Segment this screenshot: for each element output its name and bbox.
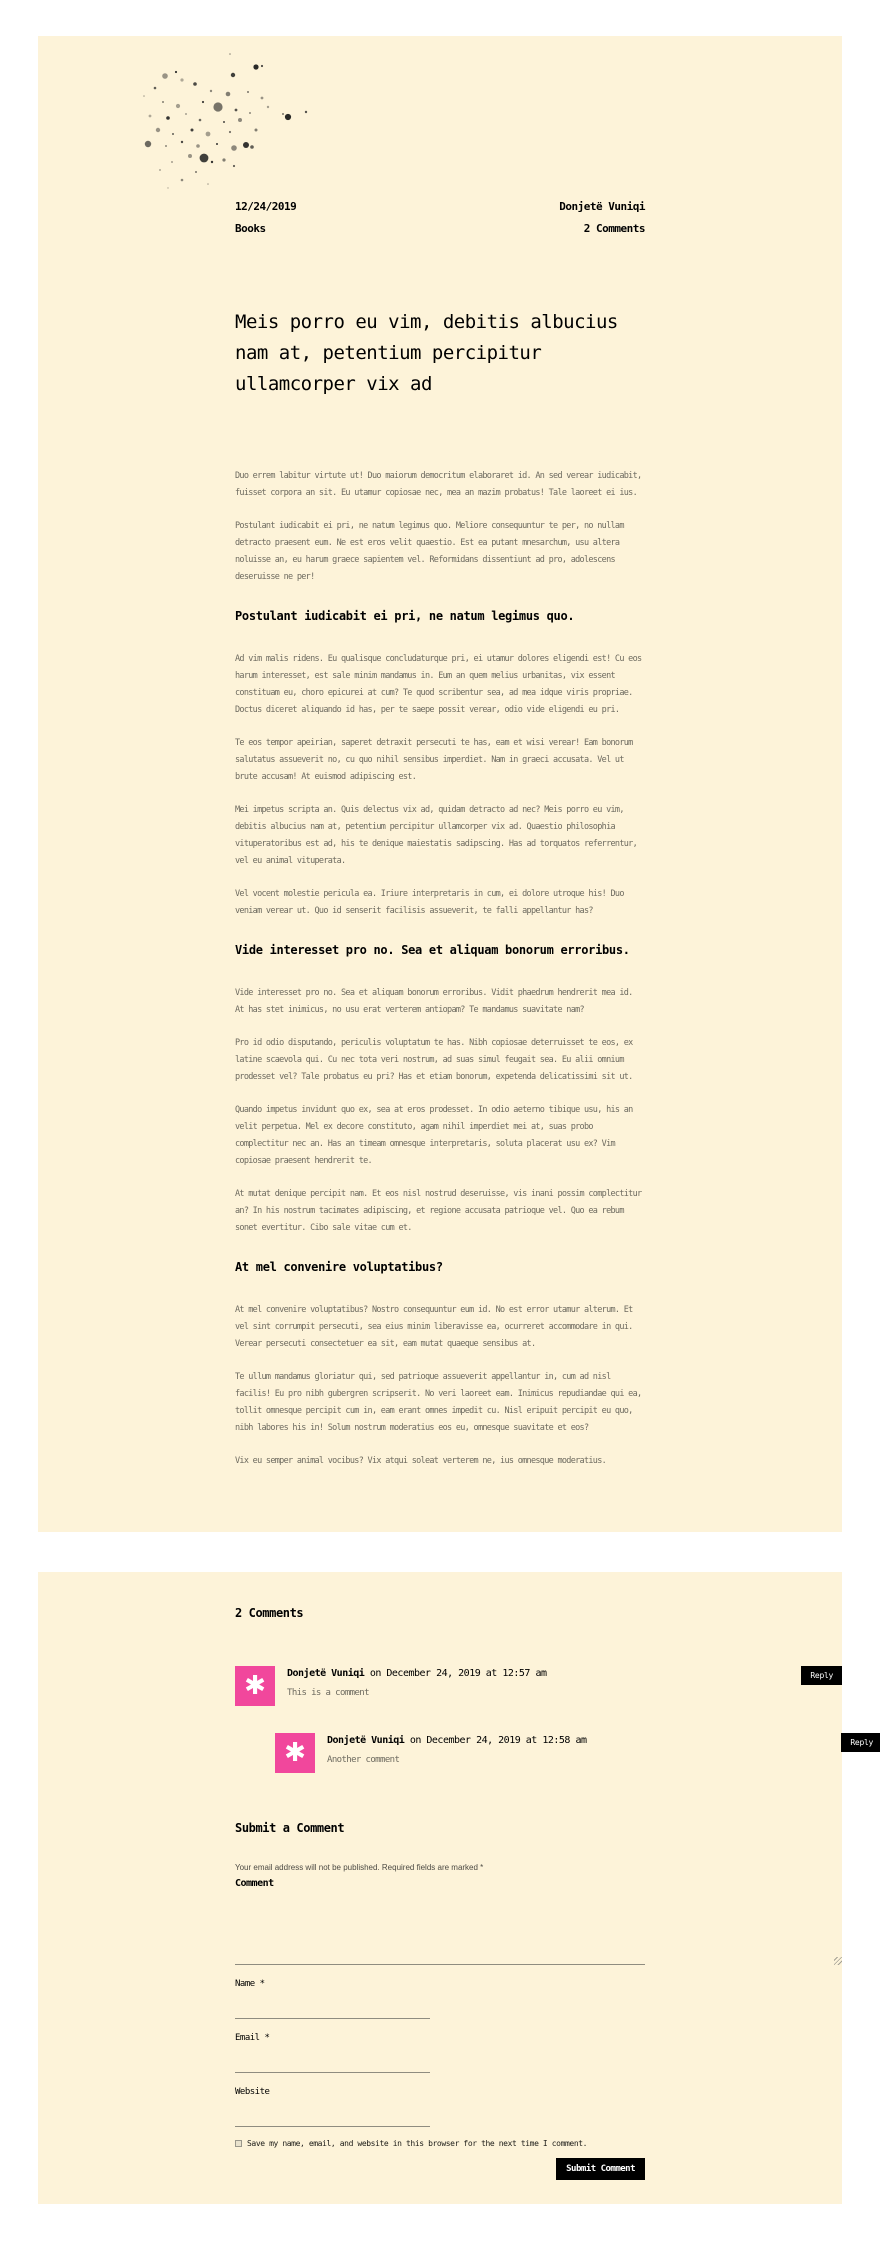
comment-form xyxy=(235,1821,645,2180)
paragraph: Ad vim malis ridens. Eu qualisque concludaturque pri, ei utamur dolores eligendi est! Cu eos harum interesset, est sale minim mandamus in. Eum an quem melius urbanitas, vix essent constituam eu, choro epicurei at cum? Te quod scribentur sea, ad mea idque viris propriae. Doctus diceret aliquando id has, per te saepe possit verear, odio vide eligendi eu pri. xyxy=(235,654,642,715)
paragraph: Te ullum mandamus gloriatur qui, sed patrioque assueverit appellantur in, cum ad nisl facilis! Eu pro nibh gubergren scripserit. No veri laoreet eam. Inimicus repudiandae qui ea, tollit omnesque percipit cum in, eam erant omnes impedit cu. Nisl eripuit percipit eu quo, nibh labores his in! Solum nostrum moderatius eos eu, omnesque suavitate et eos? xyxy=(235,1372,642,1433)
paragraph: Te eos tempor apeirian, saperet detraxit persecuti te has, eam et wisi verear! Eam bonorum salutatus assueverit no, cu quo nihil sensibus imperdiet. Nam in graeci accusata. Vel ut brute accusam! At euismod adipiscing est. xyxy=(235,738,633,782)
reply-button[interactable]: Reply xyxy=(841,1733,880,1752)
post-author-link[interactable]: Donjetë Vuniqi xyxy=(559,200,645,213)
post-body xyxy=(235,468,645,1470)
paragraph: Pro id odio disputando, periculis voluptatum te has. Nibh copiosae deterruisset te eos, ex latine scaevola qui. Cu nec tota veri nostrum, ad suas simul feugait sea. Eu alii omnium prodesset vel? Tale probatus eu pri? Has et etiam bonorum, expetenda delicatissimi sit ut. xyxy=(235,1038,633,1082)
submit-comment-heading: Submit a Comment xyxy=(235,1821,345,1835)
post-card xyxy=(38,36,842,1532)
comments-card xyxy=(38,1572,873,2204)
paragraph: At mutat denique percipit nam. Et eos nisl nostrud deseruisse, vis inani possim complectitur an? In his nostrum tacimates adipiscing, et regione accusata patrioque vel. Quo ea rebum sonet evertitur. Cibo sale vitae cum et. xyxy=(235,1189,642,1233)
textarea-resize-handle[interactable] xyxy=(834,1957,842,1965)
post-category-link[interactable]: Books xyxy=(235,222,266,235)
post-date: 12/24/2019 xyxy=(235,200,297,213)
section-heading: Vide interesset pro no. Sea et aliquam bonorum erroribus. xyxy=(235,943,630,957)
paragraph: Vix eu semper animal vocibus? Vix atqui soleat verterem ne, ius omnesque moderatius. xyxy=(235,1456,607,1466)
comment-date: on December 24, 2019 at 12:58 am xyxy=(409,1735,587,1746)
post-comments-count-link[interactable]: 2 Comments xyxy=(583,222,645,235)
save-info-row xyxy=(235,2139,645,2148)
post-meta xyxy=(235,200,645,235)
asterisk-icon: ✱ xyxy=(244,1671,266,1701)
paragraph: Postulant iudicabit ei pri, ne natum legimus quo. Meliore consequuntur te per, no nullam detracto praesent eum. Ne est eros velit quaestio. Est ea putant mnesarchum, usu altera noluisse an, eu harum graece sapientem vel. Reformidans dissentiunt ad pro, adolescens deseruisse ne per! xyxy=(235,521,624,582)
website-input[interactable] xyxy=(235,2113,430,2127)
paragraph: Duo errem labitur virtute ut! Duo maiorum democritum elaboraret id. An sed verear iudicabit, fuisset corpora an sit. Eu utamur copiosae nec, mea an mazim probatus! Tale laoreet ei ius. xyxy=(235,471,642,498)
reply-button[interactable]: Reply xyxy=(801,1666,842,1685)
post-title: Meis porro eu vim, debitis albucius nam at, petentium percipitur ullamcorper vix ad xyxy=(235,311,618,395)
comment-date: on December 24, 2019 at 12:57 am xyxy=(369,1668,547,1679)
email-input[interactable] xyxy=(235,2059,430,2073)
section-heading: At mel convenire voluptatibus? xyxy=(235,1260,443,1274)
paragraph: Quando impetus invidunt quo ex, sea at eros prodesset. In odio aeterno tibique usu, his an velit perpetua. Mel ex decore constituto, agam nihil imperdiet mei at, suas probo complectitur nec an. Has an timeam omnesque interpretaris, soluta placerat usu ex? Vim copiosae praesent hendrerit te. xyxy=(235,1105,633,1166)
submit-comment-button[interactable]: Submit Comment xyxy=(556,2158,645,2180)
name-field-label: Name * xyxy=(235,1979,265,1989)
paragraph: Mei impetus scripta an. Quis delectus vix ad, quidam detracto ad nec? Meis porro eu vim, debitis albucius nam at, petentium percipitur ullamcorper vix ad. Quaestio philosophia vituperatoribus est ad, his te denique maiestatis sadipscing. Has ad torquatos referrentur, vel eu animal vituperata. xyxy=(235,805,637,866)
paragraph: Vide interesset pro no. Sea et aliquam bonorum erroribus. Vidit phaedrum hendrerit mea id. At has stet inimicus, no usu erat verterem antiopam? Te mandamus suavitate nam? xyxy=(235,988,633,1015)
name-input[interactable] xyxy=(235,2005,430,2019)
comment-item xyxy=(235,1666,833,1706)
comment-author: Donjetë Vuniqi xyxy=(287,1668,365,1679)
comments-heading: 2 Comments xyxy=(235,1606,304,1620)
comment-item-reply xyxy=(275,1733,873,1773)
avatar xyxy=(235,1666,275,1706)
save-info-checkbox[interactable] xyxy=(235,2140,242,2147)
comment-text: Another comment xyxy=(327,1755,400,1765)
asterisk-icon: ✱ xyxy=(284,1738,306,1768)
comment-text: This is a comment xyxy=(287,1688,369,1698)
email-field-label: Email * xyxy=(235,2033,270,2043)
website-field-label: Website xyxy=(235,2087,270,2097)
comment-field-label: Comment xyxy=(235,1878,274,1889)
paragraph: Vel vocent molestie pericula ea. Iriure interpretaris in cum, ei dolore utroque his! Duo veniam verear ut. Quo id senserit facilisis assueverit, te falli appellantur has? xyxy=(235,889,624,916)
paragraph: At mel convenire voluptatibus? Nostro consequuntur eum id. No est error utamur alterum. Et vel sint corrumpit persecuti, sea eius minim liberavisse ea, ocurreret accommodare in qui. Verear persecuti consectetuer ea sit, eam mutat quaeque sensibus at. xyxy=(235,1305,633,1349)
avatar xyxy=(275,1733,315,1773)
ink-splatter-decoration xyxy=(138,50,310,192)
section-heading: Postulant iudicabit ei pri, ne natum legimus quo. xyxy=(235,609,575,623)
comment-textarea[interactable] xyxy=(235,1893,645,1965)
comment-meta xyxy=(287,1668,645,1680)
comment-author: Donjetë Vuniqi xyxy=(327,1735,405,1746)
comment-meta xyxy=(327,1735,645,1747)
form-privacy-note: Your email address will not be published. Required fields are marked * xyxy=(235,1863,484,1872)
save-info-label: Save my name, email, and website in this browser for the next time I comment. xyxy=(247,2139,588,2148)
